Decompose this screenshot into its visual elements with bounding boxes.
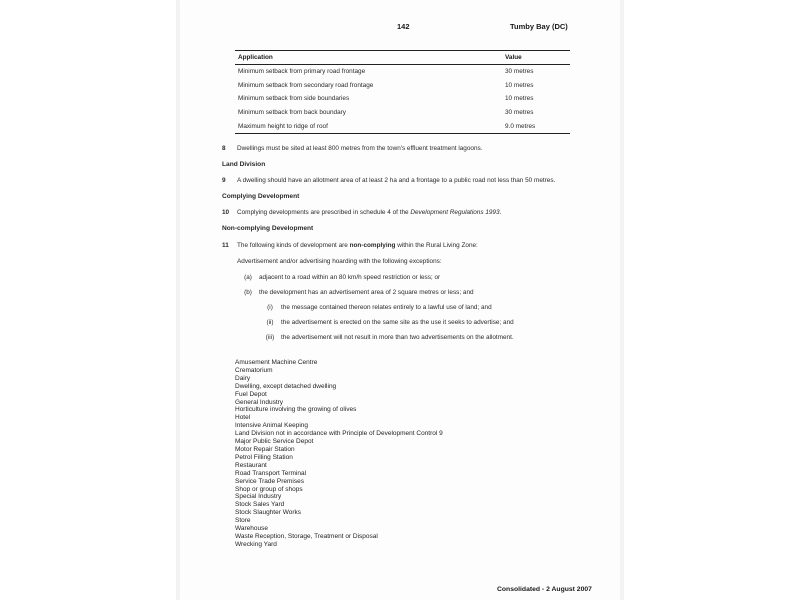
list-item: Major Public Service Depot [235, 438, 314, 446]
heading-land-division: Land Division [222, 161, 266, 169]
list-subitem [259, 334, 592, 342]
table-cell-application: Minimum setback from primary road frontage [238, 68, 366, 76]
setback-table [235, 50, 570, 134]
table-cell-application: Minimum setback from secondary road frontage [238, 81, 374, 89]
list-item: Wrecking Yard [235, 540, 277, 548]
list-item [237, 274, 592, 282]
table-row [235, 119, 570, 133]
page-footer: Consolidated - 2 August 2007 [497, 586, 592, 593]
list-item: Fuel Depot [235, 390, 267, 398]
list-item [237, 289, 592, 297]
list-item: Horticulture involving the growing of olives [235, 406, 357, 414]
paragraph-number: 10 [222, 209, 230, 217]
text-segment: within the Rural Living Zone: [395, 241, 478, 249]
table-row [235, 92, 570, 106]
list-text: the development has an advertisement area of 2 square metres or less; and [259, 288, 474, 296]
page-header [180, 22, 620, 36]
table-cell-application: Minimum setback from back boundary [238, 109, 346, 117]
paragraph-number: 8 [222, 145, 226, 152]
council-name: Tumby Bay (DC) [510, 22, 568, 31]
list-item: Restaurant [235, 461, 267, 469]
paragraph-text [237, 242, 592, 250]
list-item: Waste Reception, Storage, Treatment or Disposal [235, 532, 378, 540]
list-item: Crematorium [235, 366, 273, 374]
paragraph-8 [222, 145, 592, 153]
table-cell-value: 10 metres [505, 95, 534, 103]
heading-non-complying-development: Non-complying Development [222, 225, 314, 233]
table-header-row [235, 51, 570, 65]
list-label: (iii) [265, 334, 275, 342]
list-item: Petrol Filling Station [235, 453, 293, 461]
table-cell-application: Minimum setback from side boundaries [238, 95, 350, 103]
list-item: Warehouse [235, 525, 268, 533]
list-text: the message contained thereon relates entirely to a lawful use of land; and [281, 303, 492, 311]
table-header-application: Application [235, 51, 502, 65]
table-cell-value: 10 metres [505, 81, 534, 89]
list-label: (a) [244, 273, 252, 281]
list-item: Store [235, 517, 251, 525]
paragraph-10 [222, 209, 592, 217]
document-page [180, 0, 620, 600]
text-segment: The following kinds of development are [237, 241, 350, 249]
list-item: Stock Slaughter Works [235, 509, 301, 517]
table-cell-value: 9.0 metres [502, 119, 570, 133]
list-text: the advertisement is erected on the same site as the use it seeks to advertise; and [281, 319, 514, 327]
list-item: Dwelling, except detached dwelling [235, 382, 337, 390]
emphasis-text: non-complying [349, 241, 396, 249]
list-text: the advertisement will not result in more than two advertisements on the allotment. [281, 334, 514, 342]
heading-complying-development: Complying Development [222, 193, 300, 201]
list-item: Dairy [235, 374, 251, 382]
paragraph-11 [222, 242, 592, 250]
body-text [222, 145, 592, 349]
table-cell-value: 30 metres [505, 68, 534, 76]
table-cell-application: Maximum height to ridge of roof [235, 119, 502, 133]
non-complying-uses-list [235, 359, 443, 549]
list-item: Service Trade Premises [235, 477, 304, 485]
paragraph-text [237, 209, 592, 217]
list-subitem [259, 304, 592, 312]
table-cell-value: 30 metres [505, 109, 534, 117]
regulations-title: Development Regulations 1993 [410, 209, 500, 217]
page-number: 142 [397, 22, 410, 31]
paragraph-text: Advertisement and/or advertising hoarding with the following exceptions: [237, 257, 442, 265]
list-subitem [259, 319, 592, 327]
list-item: Intensive Animal Keeping [235, 422, 308, 430]
list-item: Amusement Machine Centre [235, 359, 318, 366]
text-segment: . [499, 209, 502, 217]
list-item: Stock Sales Yard [235, 501, 285, 509]
advertisement-intro [237, 258, 592, 266]
list-label: (ii) [266, 319, 274, 327]
table-header-value: Value [502, 51, 570, 65]
list-item: Shop or group of shops [235, 485, 303, 493]
list-item: Road Transport Terminal [235, 469, 307, 477]
paragraph-number: 11 [222, 241, 229, 249]
list-item: Hotel [235, 414, 251, 422]
paragraph-number: 9 [222, 177, 226, 185]
list-label: (i) [267, 303, 273, 311]
table-row [235, 106, 570, 120]
list-item: General Industry [235, 398, 284, 406]
list-item: Motor Repair Station [235, 445, 295, 453]
paragraph-9 [222, 177, 592, 185]
list-label: (b) [244, 288, 252, 296]
list-item: Special Industry [235, 493, 282, 501]
text-segment: Complying developments are prescribed in schedule 4 of the [237, 209, 411, 217]
paragraph-text: A dwelling should have an allotment area of at least 2 ha and a frontage to a public road not less than 50 metres. [237, 177, 556, 185]
list-text: adjacent to a road within an 80 km/h speed restriction or less; or [259, 273, 441, 281]
list-item: Land Division not in accordance with Principle of Development Control 9 [235, 430, 443, 438]
table-row [235, 79, 570, 93]
table-row [235, 65, 570, 79]
advertisement-block [237, 258, 592, 343]
paragraph-text: Dwellings must be sited at least 800 metres from the town's effluent treatment lagoons. [237, 145, 483, 152]
scan-edge-right [620, 0, 624, 600]
